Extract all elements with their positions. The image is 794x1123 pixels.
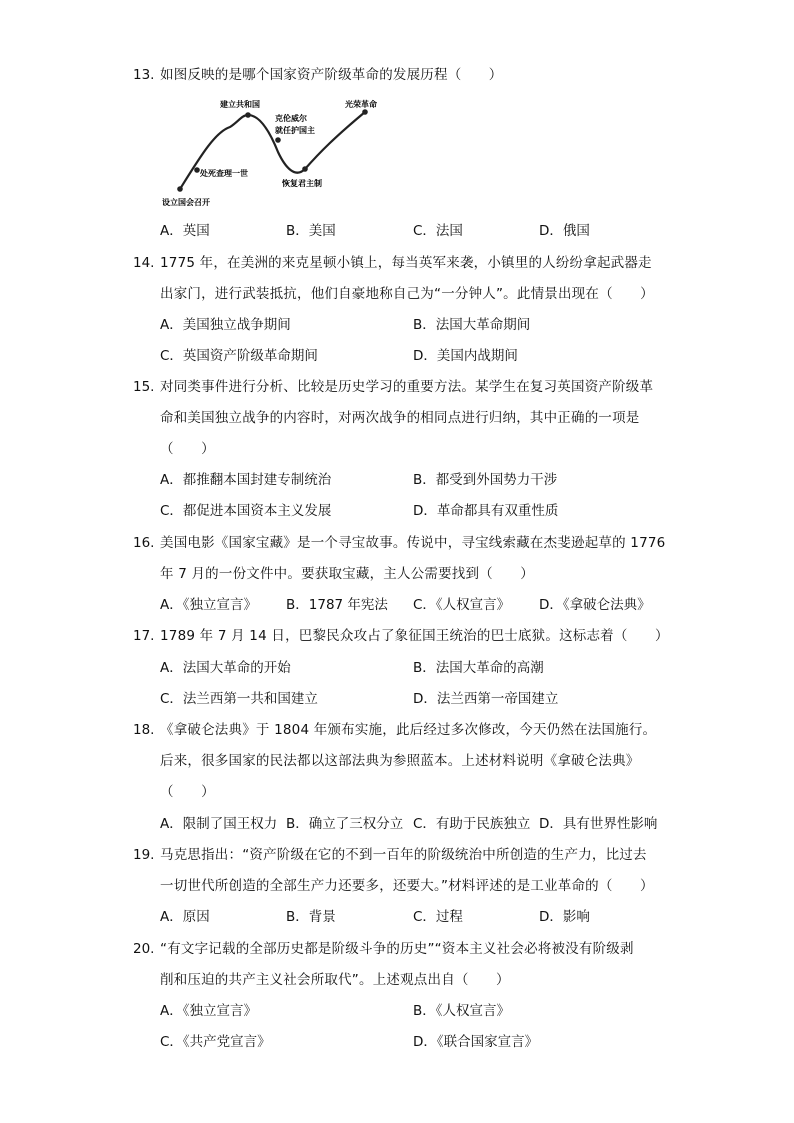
option-c[interactable]: C．英国资产阶级革命期间 — [160, 348, 318, 364]
option-d[interactable]: D．影响 — [539, 909, 590, 925]
option-c[interactable]: C．法兰西第一共和国建立 — [160, 691, 318, 707]
option-c[interactable]: C．法国 — [413, 223, 463, 239]
question-text: （ ） — [160, 784, 215, 800]
question-text: （ ） — [160, 441, 215, 457]
option-b[interactable]: B．1787 年宪法 — [286, 597, 388, 613]
option-b[interactable]: B．美国 — [286, 223, 336, 239]
question-number: 15. — [133, 379, 155, 395]
option-d[interactable]: D．革命都具有双重性质 — [413, 503, 559, 519]
option-c[interactable]: C．都促进本国资本主义发展 — [160, 503, 332, 519]
question-text: 一切世代所创造的全部生产力还要多，还要大。”材料评述的是工业革命的（ ） — [160, 878, 654, 894]
option-a[interactable]: A．美国独立战争期间 — [160, 317, 291, 333]
figure-label: 建立共和国 — [220, 100, 260, 109]
option-d[interactable]: D．美国内战期间 — [413, 348, 518, 364]
option-c[interactable]: C．《人权宣言》 — [413, 597, 511, 613]
question-text: 命和美国独立战争的内容时，对两次战争的相同点进行归纳，其中正确的一项是 — [160, 410, 640, 426]
option-a[interactable]: A．都推翻本国封建专制统治 — [160, 472, 332, 488]
option-b[interactable]: B．《人权宣言》 — [413, 1003, 511, 1019]
option-a[interactable]: A．原因 — [160, 909, 210, 925]
option-b[interactable]: B．都受到外国势力干涉 — [413, 472, 558, 488]
option-d[interactable]: D．俄国 — [539, 223, 590, 239]
option-d[interactable]: D．《拿破仑法典》 — [539, 597, 651, 613]
option-d[interactable]: D．法兰西第一帝国建立 — [413, 691, 559, 707]
option-a[interactable]: A．法国大革命的开始 — [160, 660, 291, 676]
question-text: 如图反映的是哪个国家资产阶级革命的发展历程（ ） — [160, 67, 503, 83]
question-text: 美国电影《国家宝藏》是一个寻宝故事。传说中，寻宝线索藏在杰斐逊起草的 1776 — [160, 535, 666, 551]
question-text: “有文字记载的全部历史都是阶级斗争的历史”“资本主义社会必将被没有阶级剥 — [160, 941, 634, 957]
question-number: 17. — [133, 628, 155, 644]
question-text: 马克思指出：“资产阶级在它的不到一百年的阶级统治中所创造的生产力，比过去 — [160, 847, 647, 863]
option-c[interactable]: C．过程 — [413, 909, 463, 925]
question-text: 1789 年 7 月 14 日，巴黎民众攻占了象征国王统治的巴士底狱。这标志着（ ） — [160, 628, 669, 644]
option-b[interactable]: B．法国大革命的高潮 — [413, 660, 544, 676]
question-number: 13. — [133, 67, 155, 83]
question-text: 《拿破仑法典》于 1804 年颁布实施，此后经过多次修改，今天仍然在法国施行。 — [160, 722, 657, 738]
figure-label: 克伦威尔 — [275, 114, 307, 123]
question-text: 对同类事件进行分析、比较是历史学习的重要方法。某学生在复习英国资产阶级革 — [160, 379, 654, 395]
question-number: 16. — [133, 535, 155, 551]
option-b[interactable]: B．确立了三权分立 — [286, 816, 404, 832]
revolution-curve-figure — [160, 97, 390, 212]
question-text: 削和压迫的共产主义社会所取代”。上述观点出自（ ） — [160, 972, 510, 988]
option-c[interactable]: C．《共产党宣言》 — [160, 1034, 271, 1050]
question-text: 年 7 月的一份文件中。要获取宝藏，主人公需要找到（ ） — [160, 566, 534, 582]
figure-label: 恢复君主制 — [282, 179, 322, 188]
option-d[interactable]: D．具有世界性影响 — [539, 816, 658, 832]
option-c[interactable]: C．有助于民族独立 — [413, 816, 531, 832]
question-number: 14. — [133, 255, 155, 271]
figure-label: 光荣革命 — [345, 100, 377, 109]
option-a[interactable]: A．英国 — [160, 223, 210, 239]
option-a[interactable]: A．限制了国王权力 — [160, 816, 278, 832]
question-text: 1775 年，在美洲的来克星顿小镇上，每当英军来袭，小镇里的人纷纷拿起武器走 — [160, 255, 652, 271]
option-a[interactable]: A．《独立宣言》 — [160, 1003, 257, 1019]
question-number: 19. — [133, 847, 155, 863]
question-number: 20. — [133, 941, 155, 957]
option-d[interactable]: D．《联合国家宣言》 — [413, 1034, 539, 1050]
question-text: 后来，很多国家的民法都以这部法典为参照蓝本。上述材料说明《拿破仑法典》 — [160, 753, 640, 769]
question-text: 出家门，进行武装抵抗，他们自豪地称自己为“一分钟人”。此情景出现在（ ） — [160, 286, 654, 302]
figure-label: 设立国会召开 — [162, 198, 210, 207]
question-number: 18. — [133, 722, 155, 738]
option-b[interactable]: B．法国大革命期间 — [413, 317, 531, 333]
option-a[interactable]: A．《独立宣言》 — [160, 597, 257, 613]
figure-label: 处死查理一世 — [200, 169, 248, 178]
figure-label: 就任护国主 — [275, 126, 315, 135]
option-b[interactable]: B．背景 — [286, 909, 336, 925]
